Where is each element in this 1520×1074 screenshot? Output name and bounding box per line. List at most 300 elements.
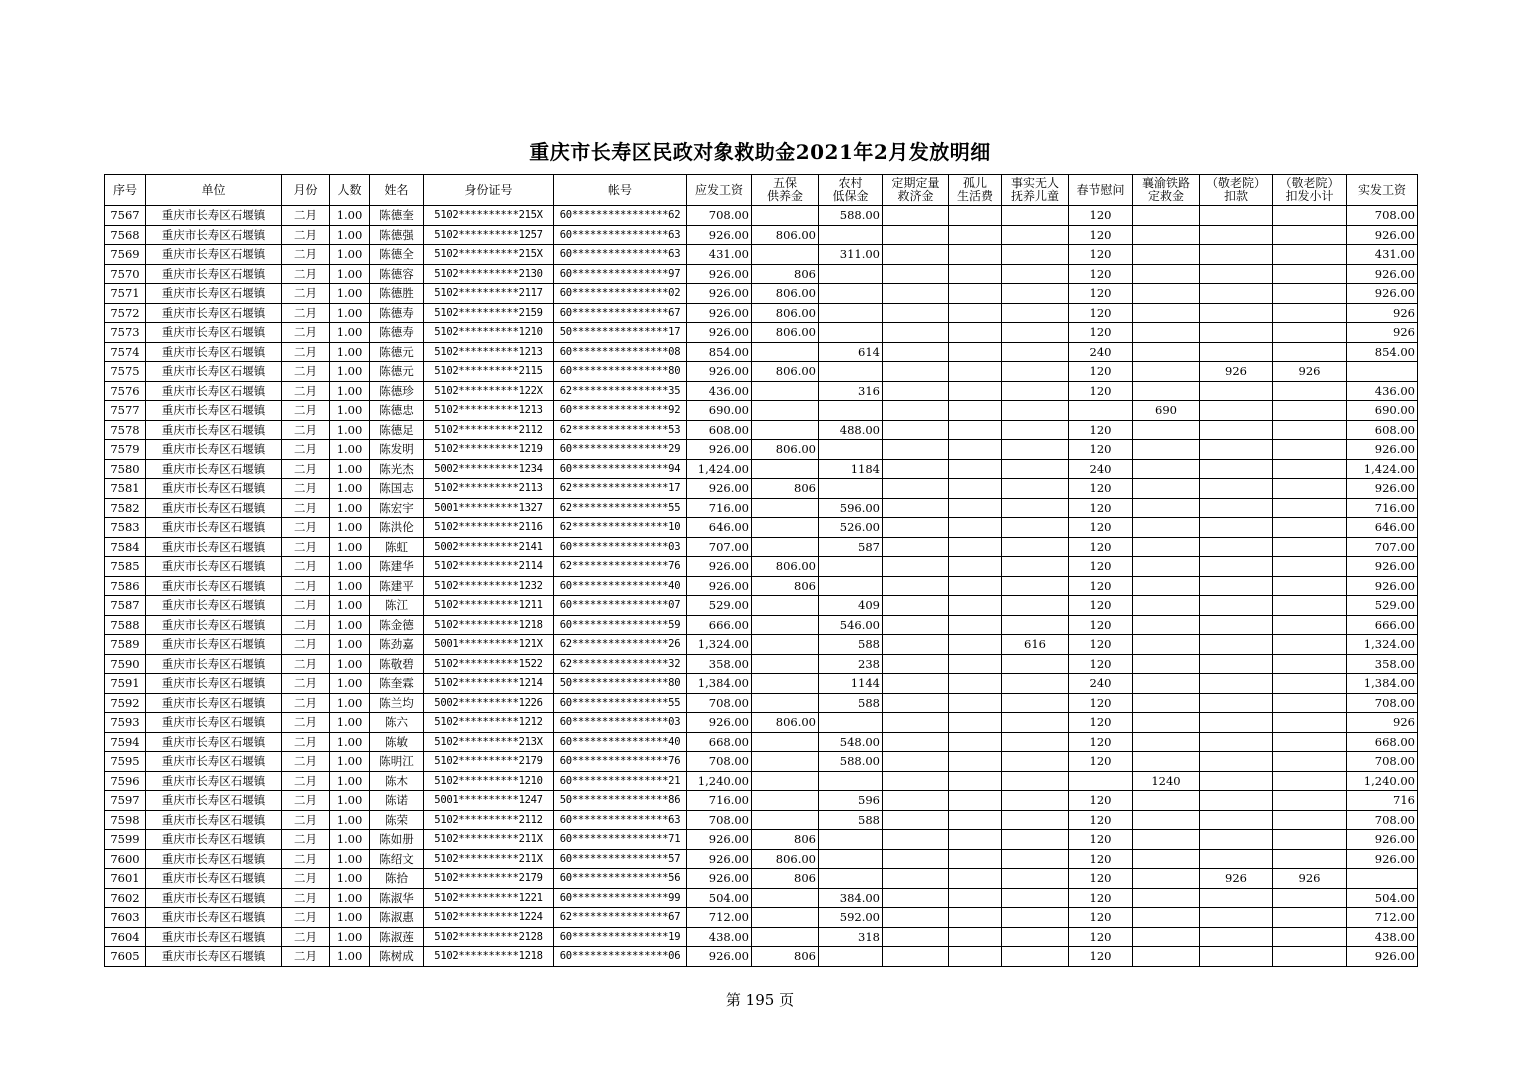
table-cell [1002,459,1069,479]
table-cell: 陈发明 [370,440,424,460]
table-cell: 716.00 [687,791,752,811]
table-cell [1200,693,1273,713]
table-cell [819,849,883,869]
table-cell: 60****************71 [554,830,687,850]
table-cell: 668.00 [1347,732,1418,752]
table-cell [1273,440,1347,460]
table-cell: 926.00 [1347,947,1418,967]
table-header-row [105,175,1418,206]
table-cell: 7572 [105,303,146,323]
table-cell: 716.00 [687,498,752,518]
table-cell [1002,284,1069,304]
table-cell [883,869,949,889]
table-cell: 7575 [105,362,146,382]
table-cell: 1.00 [330,576,370,596]
table-cell [949,342,1002,362]
table-cell [752,498,819,518]
table-cell: 60****************55 [554,693,687,713]
table-cell [949,713,1002,733]
table-cell: 1.00 [330,810,370,830]
table-cell [1002,908,1069,928]
table-cell: 1.00 [330,849,370,869]
table-cell: 120 [1069,479,1133,499]
table-cell: 60****************56 [554,869,687,889]
table-cell [1133,752,1200,772]
table-cell: 重庆市长寿区石堰镇 [146,440,282,460]
table-cell: 重庆市长寿区石堰镇 [146,771,282,791]
table-cell [1133,381,1200,401]
table-cell: 5102**********1221 [424,888,554,908]
table-cell [1273,479,1347,499]
table-cell: 926.00 [687,284,752,304]
table-cell: 二月 [282,927,330,947]
table-cell: 重庆市长寿区石堰镇 [146,830,282,850]
table-cell: 60****************06 [554,947,687,967]
table-cell: 1.00 [330,947,370,967]
table-cell [1273,732,1347,752]
column-header: 五保 供养金 [752,175,819,206]
table-cell: 5102**********2159 [424,303,554,323]
table-cell: 二月 [282,381,330,401]
table-cell [752,518,819,538]
table-cell: 712.00 [1347,908,1418,928]
table-cell: 926.00 [1347,440,1418,460]
table-cell [1133,518,1200,538]
column-header: 襄渝铁路 定救金 [1133,175,1200,206]
table-cell [1200,947,1273,967]
table-cell: 陈建华 [370,557,424,577]
table-cell: 596.00 [819,498,883,518]
table-cell: 50****************80 [554,674,687,694]
table-cell: 596 [819,791,883,811]
table-cell: 240 [1069,674,1133,694]
table-cell [883,830,949,850]
table-cell [1133,245,1200,265]
table-cell: 陈德寿 [370,303,424,323]
table-cell: 重庆市长寿区石堰镇 [146,947,282,967]
table-cell [1273,206,1347,226]
table-cell: 7580 [105,459,146,479]
table-cell: 5102**********1218 [424,615,554,635]
table-cell: 60****************03 [554,537,687,557]
table-row [105,615,1418,635]
table-cell [1002,947,1069,967]
table-cell [1273,791,1347,811]
table-cell [752,791,819,811]
table-cell: 120 [1069,927,1133,947]
table-cell [1133,362,1200,382]
table-cell [949,303,1002,323]
table-cell [949,615,1002,635]
table-cell [1002,771,1069,791]
table-cell: 588 [819,810,883,830]
table-cell: 重庆市长寿区石堰镇 [146,849,282,869]
table-cell: 708.00 [687,752,752,772]
table-cell: 1.00 [330,362,370,382]
table-cell: 1,424.00 [687,459,752,479]
table-cell [883,245,949,265]
table-cell [1002,323,1069,343]
table-cell: 708.00 [1347,752,1418,772]
table-cell: 409 [819,596,883,616]
table-cell: 529.00 [1347,596,1418,616]
table-cell: 1,240.00 [687,771,752,791]
table-cell [949,908,1002,928]
table-cell: 311.00 [819,245,883,265]
table-cell: 806.00 [752,440,819,460]
table-cell: 646.00 [687,518,752,538]
table-row [105,927,1418,947]
table-cell: 陈国志 [370,479,424,499]
table-cell: 二月 [282,264,330,284]
table-cell [1133,615,1200,635]
table-cell: 5102**********2179 [424,752,554,772]
table-cell: 5102**********2130 [424,264,554,284]
table-cell [1002,518,1069,538]
table-cell: 7592 [105,693,146,713]
table-cell [883,459,949,479]
table-cell: 1,424.00 [1347,459,1418,479]
table-cell: 120 [1069,908,1133,928]
table-cell: 60****************62 [554,206,687,226]
table-cell: 7582 [105,498,146,518]
table-cell [1200,732,1273,752]
table-row [105,654,1418,674]
table-cell [1002,674,1069,694]
table-cell [752,615,819,635]
table-cell: 7576 [105,381,146,401]
table-cell: 806 [752,479,819,499]
table-cell [883,284,949,304]
table-cell: 588.00 [819,752,883,772]
table-cell [819,401,883,421]
table-row [105,245,1418,265]
table-cell [1002,303,1069,323]
table-cell: 陈淑惠 [370,908,424,928]
table-cell: 重庆市长寿区石堰镇 [146,596,282,616]
table-cell: 690.00 [1347,401,1418,421]
table-cell: 5102**********2115 [424,362,554,382]
table-cell: 1.00 [330,479,370,499]
table-cell: 60****************21 [554,771,687,791]
table-cell: 二月 [282,245,330,265]
table-cell: 7600 [105,849,146,869]
table-cell: 1.00 [330,381,370,401]
table-cell: 488.00 [819,420,883,440]
table-cell [1133,732,1200,752]
table-cell: 1.00 [330,693,370,713]
table-cell [819,557,883,577]
table-cell [1133,576,1200,596]
table-cell: 陈建平 [370,576,424,596]
table-cell: 1.00 [330,245,370,265]
table-cell: 62****************35 [554,381,687,401]
table-cell [752,381,819,401]
table-cell [1133,908,1200,928]
table-cell: 120 [1069,615,1133,635]
table-row [105,713,1418,733]
table-cell: 5102**********2114 [424,557,554,577]
table-cell: 7591 [105,674,146,694]
table-cell: 重庆市长寿区石堰镇 [146,518,282,538]
table-cell [819,830,883,850]
table-cell: 5102**********1218 [424,947,554,967]
table-cell [883,713,949,733]
table-cell: 5102**********1211 [424,596,554,616]
table-cell: 陈六 [370,713,424,733]
table-cell: 7567 [105,206,146,226]
table-cell [1133,888,1200,908]
table-cell [1273,615,1347,635]
table-cell: 1,384.00 [687,674,752,694]
table-cell: 926.00 [687,323,752,343]
table-cell: 1.00 [330,615,370,635]
table-cell: 5102**********2116 [424,518,554,538]
table-cell: 重庆市长寿区石堰镇 [146,381,282,401]
table-cell: 重庆市长寿区石堰镇 [146,303,282,323]
table-cell [1002,849,1069,869]
table-cell: 926.00 [687,849,752,869]
table-cell [1273,654,1347,674]
table-cell [883,615,949,635]
table-cell [1273,381,1347,401]
table-cell: 438.00 [687,927,752,947]
table-cell: 431.00 [687,245,752,265]
table-cell [883,635,949,655]
table-cell: 806.00 [752,303,819,323]
table-cell [883,771,949,791]
table-cell: 1.00 [330,927,370,947]
table-row [105,206,1418,226]
table-cell: 7587 [105,596,146,616]
table-cell: 806.00 [752,362,819,382]
column-header: 序号 [105,175,146,206]
table-cell [1133,927,1200,947]
table-cell [1200,518,1273,538]
column-header: （敬老院） 扣款 [1200,175,1273,206]
table-cell [949,537,1002,557]
table-cell [752,596,819,616]
table-cell: 926 [1347,323,1418,343]
table-cell [1200,225,1273,245]
table-cell: 1.00 [330,869,370,889]
table-cell [1273,303,1347,323]
table-cell: 240 [1069,342,1133,362]
table-row [105,596,1418,616]
table-cell: 806.00 [752,849,819,869]
table-cell: 436.00 [687,381,752,401]
table-row [105,576,1418,596]
table-cell [752,888,819,908]
table-cell: 708.00 [687,810,752,830]
table-cell [1133,225,1200,245]
table-cell [883,752,949,772]
table-cell: 7568 [105,225,146,245]
table-cell [949,381,1002,401]
table-cell: 806.00 [752,284,819,304]
table-cell: 806 [752,264,819,284]
table-cell [949,264,1002,284]
table-cell [752,732,819,752]
table-cell: 926 [1273,362,1347,382]
table-cell: 120 [1069,713,1133,733]
table-cell: 1.00 [330,498,370,518]
table-cell: 1.00 [330,908,370,928]
column-header: 应发工资 [687,175,752,206]
table-cell: 陈树成 [370,947,424,967]
table-cell: 重庆市长寿区石堰镇 [146,927,282,947]
table-cell: 5102**********1214 [424,674,554,694]
table-cell: 1.00 [330,557,370,577]
table-cell [949,206,1002,226]
table-cell [883,791,949,811]
table-cell [1200,557,1273,577]
table-cell: 854.00 [1347,342,1418,362]
table-cell: 926 [1200,869,1273,889]
table-cell [752,810,819,830]
table-cell [1273,537,1347,557]
table-cell [1273,518,1347,538]
table-cell: 二月 [282,537,330,557]
table-cell: 588.00 [819,206,883,226]
table-cell [1273,947,1347,967]
page-number: 第 195 页 [725,991,795,1009]
table-cell: 854.00 [687,342,752,362]
table-cell: 716.00 [1347,498,1418,518]
table-cell [1200,791,1273,811]
table-cell: 120 [1069,732,1133,752]
table-cell [1347,362,1418,382]
table-cell: 926.00 [1347,225,1418,245]
table-cell [1200,342,1273,362]
table-cell: 62****************55 [554,498,687,518]
table-cell: 7573 [105,323,146,343]
table-cell: 1.00 [330,264,370,284]
table-cell [1002,381,1069,401]
table-cell: 7586 [105,576,146,596]
table-cell [1002,537,1069,557]
column-header: 孤儿 生活费 [949,175,1002,206]
table-cell: 7574 [105,342,146,362]
table-cell: 616 [1002,635,1069,655]
table-cell [1002,615,1069,635]
table-cell [883,342,949,362]
table-cell [1200,888,1273,908]
table-cell: 陈木 [370,771,424,791]
table-cell [1133,713,1200,733]
table-cell: 592.00 [819,908,883,928]
table-cell [949,245,1002,265]
table-cell: 二月 [282,674,330,694]
table-cell: 1.00 [330,459,370,479]
table-cell: 436.00 [1347,381,1418,401]
table-cell: 二月 [282,479,330,499]
table-cell: 60****************63 [554,245,687,265]
table-cell: 926.00 [687,264,752,284]
table-cell [883,654,949,674]
table-cell [1002,264,1069,284]
table-cell [1133,869,1200,889]
table-cell [883,420,949,440]
table-row [105,518,1418,538]
table-cell: 二月 [282,615,330,635]
table-cell [883,518,949,538]
table-cell: 1.00 [330,225,370,245]
table-cell [1200,440,1273,460]
table-cell: 1.00 [330,596,370,616]
table-cell: 7604 [105,927,146,947]
table-cell [949,752,1002,772]
table-cell: 重庆市长寿区石堰镇 [146,693,282,713]
table-cell [883,576,949,596]
table-cell: 陈兰均 [370,693,424,713]
table-cell: 二月 [282,732,330,752]
table-cell [883,264,949,284]
table-cell: 1.00 [330,537,370,557]
table-cell [1002,206,1069,226]
table-cell: 二月 [282,342,330,362]
table-cell: 陈德强 [370,225,424,245]
table-cell [949,791,1002,811]
table-cell: 7597 [105,791,146,811]
table-row [105,303,1418,323]
table-cell: 358.00 [687,654,752,674]
table-cell [1200,537,1273,557]
table-row [105,459,1418,479]
table-cell: 60****************92 [554,401,687,421]
table-row [105,479,1418,499]
table-cell [752,771,819,791]
table-cell: 926.00 [687,362,752,382]
table-cell: 926 [1347,303,1418,323]
table-cell: 5002**********2141 [424,537,554,557]
table-cell: 1.00 [330,206,370,226]
table-cell: 陈德元 [370,342,424,362]
table-cell: 712.00 [687,908,752,928]
table-cell: 120 [1069,362,1133,382]
table-cell [1200,323,1273,343]
table-cell [883,303,949,323]
table-cell: 384.00 [819,888,883,908]
table-cell [1133,830,1200,850]
table-cell [949,225,1002,245]
table-cell [1133,849,1200,869]
table-cell: 926.00 [687,869,752,889]
table-cell: 陈洪伦 [370,518,424,538]
table-row [105,440,1418,460]
table-cell: 陈奎霖 [370,674,424,694]
table-cell: 1.00 [330,518,370,538]
table-cell: 1,324.00 [1347,635,1418,655]
table-cell: 陈劲嘉 [370,635,424,655]
table-cell: 5102**********2113 [424,479,554,499]
table-cell [1273,908,1347,928]
table-cell: 926.00 [687,557,752,577]
table-cell: 5102**********2117 [424,284,554,304]
table-cell [949,732,1002,752]
table-cell: 5102**********215X [424,245,554,265]
table-cell: 120 [1069,810,1133,830]
table-cell [752,342,819,362]
table-row [105,401,1418,421]
table-cell: 重庆市长寿区石堰镇 [146,615,282,635]
table-cell: 120 [1069,264,1133,284]
table-cell [1273,752,1347,772]
table-cell [1273,284,1347,304]
table-cell: 60****************80 [554,362,687,382]
column-header: 人数 [330,175,370,206]
table-cell: 1.00 [330,323,370,343]
